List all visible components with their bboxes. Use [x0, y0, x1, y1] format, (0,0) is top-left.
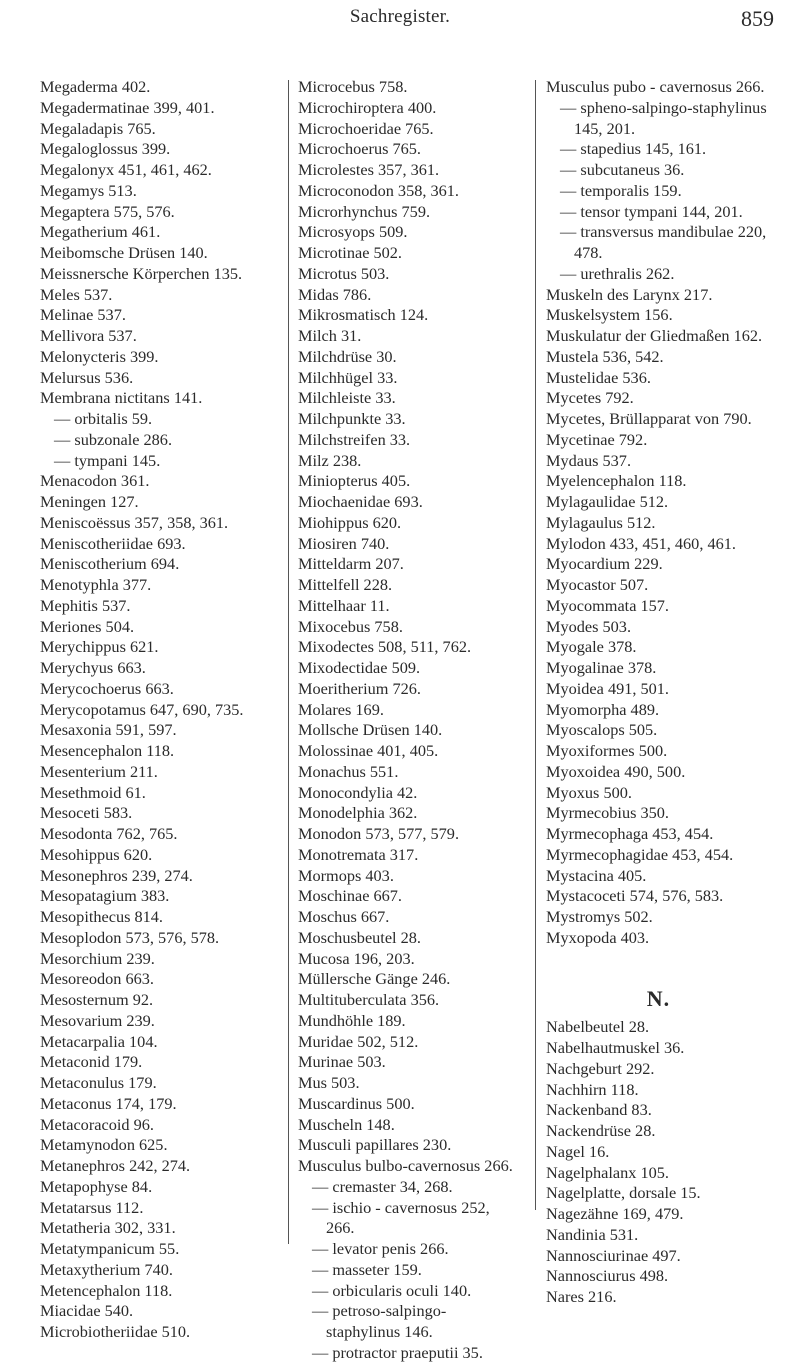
index-entry: Menacodon 361.	[40, 471, 150, 491]
index-entry: Metaconulus 179.	[40, 1073, 157, 1092]
index-entry: Microcebus 758.	[298, 77, 408, 96]
index-entry: Miochaenidae 693.	[298, 492, 423, 511]
index-entry: Mundhöhle 189.	[298, 1010, 406, 1030]
index-entry: Myocommata 157.	[546, 595, 669, 615]
index-entry: Myoxus 500.	[546, 782, 632, 802]
index-entry: Mellivora 537.	[40, 326, 137, 345]
index-entry: Milchpunkte 33.	[298, 409, 406, 428]
index-entry: Megaptera 575, 576.	[40, 201, 175, 221]
index-entry: Nackenband 83.	[546, 1100, 652, 1120]
section-letter-heading: N.	[646, 985, 671, 1011]
index-entry: Milch 31.	[298, 326, 362, 345]
index-entry: Miacidae 540.	[40, 1301, 134, 1321]
index-entry: Muridae 502, 512.	[298, 1031, 419, 1051]
index-entry: Mixodectes 508, 511, 762.	[298, 637, 472, 657]
page-header	[0, 6, 800, 36]
index-entry: Membrana nictitans 141.	[40, 388, 203, 408]
index-subentry: — stapedius 145, 161.	[560, 139, 707, 159]
index-entry: Megaderma 402.	[40, 77, 151, 96]
index-entry: Mesorchium 239.	[40, 948, 155, 968]
index-entry: Melinae 537.	[40, 305, 126, 325]
index-entry: Mystromys 502.	[546, 907, 653, 926]
index-entry: Myrmecobius 350.	[546, 803, 669, 823]
index-entry: Myodes 503.	[546, 616, 632, 636]
index-subentry: — levator penis 266.	[312, 1239, 449, 1258]
index-subentry: — tensor tympani 144, 201.	[560, 201, 743, 221]
index-entry: Mephitis 537.	[40, 595, 131, 615]
index-entry: Mittelhaar 11.	[298, 595, 390, 615]
index-entry: Mesonephros 239, 274.	[40, 865, 193, 885]
index-entry: Miosiren 740.	[298, 533, 390, 553]
index-entry: Meles 537.	[40, 284, 113, 304]
index-column-1	[40, 77, 275, 1343]
index-entry: Mesopatagium 383.	[40, 886, 170, 906]
index-entry: Milchleiste 33.	[298, 388, 396, 408]
index-entry: Meniscotherium 694.	[40, 554, 180, 574]
index-entry: Nachgeburt 292.	[546, 1058, 655, 1078]
index-entry: Miohippus 620.	[298, 512, 402, 532]
index-entry: Metacarpalia 104.	[40, 1031, 158, 1051]
index-entry: Merychippus 621.	[40, 637, 159, 657]
index-entry: Mycetinae 792.	[546, 429, 648, 449]
index-entry: Murinae 503.	[298, 1052, 386, 1072]
index-entry: Microtus 503.	[298, 263, 390, 283]
index-entry: Microlestes 357, 361.	[298, 160, 440, 179]
index-subentry: — orbitalis 59.	[54, 409, 153, 428]
index-entry: Miniopterus 405.	[298, 471, 411, 491]
index-entry: Mikrosmatisch 124.	[298, 305, 429, 325]
index-entry: Moeritherium 726.	[298, 678, 421, 698]
index-entry: Moschus 667.	[298, 907, 390, 926]
index-entry: Myxopoda 403.	[546, 927, 650, 947]
index-entry: Meissnersche Körperchen 135.	[40, 263, 243, 283]
index-entry: Nackendrüse 28.	[546, 1121, 656, 1140]
index-entry: Mormops 403.	[298, 865, 394, 885]
index-entry: Muscardinus 500.	[298, 1093, 415, 1113]
index-entry: Mylodon 433, 451, 460, 461.	[546, 533, 736, 553]
index-subentry: — tympani 145.	[54, 450, 161, 470]
index-entry: Megaladapis 765.	[40, 118, 156, 138]
index-entry: Megatherium 461.	[40, 222, 161, 242]
index-entry: Megaloglossus 399.	[40, 139, 171, 159]
index-entry: Musculus pubo - cavernosus 266.	[546, 77, 765, 96]
index-entry: Nachhirn 118.	[546, 1079, 639, 1099]
index-entry: Mystacina 405.	[546, 865, 647, 885]
index-entry: Midas 786.	[298, 284, 372, 304]
index-entry: Mixocebus 758.	[298, 616, 403, 636]
index-entry: Mydaus 537.	[546, 450, 632, 470]
index-entry: Musculus bulbo-cavernosus 266.	[298, 1156, 513, 1175]
index-entry: Mycetes 792.	[546, 388, 634, 408]
index-entry: Merychyus 663.	[40, 658, 146, 677]
index-entry: Myocardium 229.	[546, 554, 663, 574]
index-entry: Myrmecophaga 453, 454.	[546, 824, 714, 843]
index-entry: Metapophyse 84.	[40, 1176, 153, 1196]
index-entry: Megalonyx 451, 461, 462.	[40, 160, 212, 179]
index-entry: Nandinia 531.	[546, 1224, 639, 1244]
index-entry: Muskulatur der Gliedmaßen 162.	[546, 326, 763, 345]
index-entry: Musculi papillares 230.	[298, 1135, 452, 1155]
index-entry: Nannosciurus 498.	[546, 1266, 669, 1286]
index-entry: Meniscotheriidae 693.	[40, 533, 186, 553]
index-entry: Mesovarium 239.	[40, 1010, 155, 1030]
index-subentry: — spheno-salpingo-staphylinus 145, 201.	[560, 97, 767, 138]
index-entry: Mustela 536, 542.	[546, 346, 664, 366]
index-entry: Mesoplodon 573, 576, 578.	[40, 927, 220, 947]
index-entry: Metaconus 174, 179.	[40, 1093, 177, 1113]
index-entry: Metaconid 179.	[40, 1052, 143, 1072]
index-column-2	[298, 77, 516, 1364]
index-entry: Merycopotamus 647, 690, 735.	[40, 699, 244, 719]
index-entry: Moschinae 667.	[298, 886, 402, 906]
index-entry: Myoxiformes 500.	[546, 741, 668, 760]
index-entry: Nagelphalanx 105.	[546, 1162, 669, 1182]
index-entry: Microchoeridae 765.	[298, 118, 434, 138]
index-entry: Meningen 127.	[40, 492, 139, 511]
index-entry: Merycochoerus 663.	[40, 678, 174, 698]
index-subentry: — ischio - cavernosus 252, 266.	[312, 1197, 490, 1238]
index-entry: Mesoreodon 663.	[40, 969, 154, 989]
index-entry: Metaxytherium 740.	[40, 1259, 173, 1279]
index-entry: Microchoerus 765.	[298, 139, 421, 159]
index-entry: Mesoceti 583.	[40, 803, 133, 823]
index-entry: Mitteldarm 207.	[298, 554, 404, 574]
index-subentry: — subcutaneus 36.	[560, 160, 685, 179]
index-entry: Metacoracoid 96.	[40, 1114, 154, 1134]
index-entry: Milchdrüse 30.	[298, 346, 397, 366]
index-entry: Nabelbeutel 28.	[546, 1017, 650, 1037]
index-entry: Myogalinae 378.	[546, 658, 657, 677]
index-entry: Mesencephalon 118.	[40, 741, 175, 760]
index-subentry: — cremaster 34, 268.	[312, 1176, 453, 1196]
index-entry: Moschusbeutel 28.	[298, 927, 421, 947]
index-entry: Mustelidae 536.	[546, 367, 651, 387]
index-entry: Mus 503.	[298, 1073, 360, 1092]
index-entry: Monocondylia 42.	[298, 782, 418, 802]
column-divider	[288, 80, 289, 1244]
index-entry: Metamynodon 625.	[40, 1135, 168, 1155]
index-entry: Melursus 536.	[40, 367, 134, 387]
index-entry: Monodelphia 362.	[298, 803, 418, 823]
index-entry: Melonycteris 399.	[40, 346, 159, 366]
index-entry: Myrmecophagidae 453, 454.	[546, 844, 734, 864]
index-entry: Muskeln des Larynx 217.	[546, 284, 713, 304]
index-entry: Mesosternum 92.	[40, 990, 154, 1009]
index-subentry: — petroso-salpingo-staphylinus 146.	[312, 1301, 447, 1341]
index-entry: Milz 238.	[298, 450, 362, 470]
index-entry: Myocastor 507.	[546, 575, 649, 594]
page-number: 859	[741, 6, 774, 31]
index-entry: Monodon 573, 577, 579.	[298, 824, 460, 843]
index-entry: Myoxoidea 490, 500.	[546, 761, 686, 781]
index-entry: Myogale 378.	[546, 637, 637, 657]
index-entry: Milchhügel 33.	[298, 367, 398, 387]
index-entry: Milchstreifen 33.	[298, 429, 411, 449]
index-entry: Metatympanicum 55.	[40, 1239, 180, 1258]
index-entry: Microbiotheriidae 510.	[40, 1322, 191, 1341]
index-entry: Nannosciurinae 497.	[546, 1245, 681, 1265]
index-entry: Nares 216.	[546, 1287, 617, 1306]
index-entry: Myoscalops 505.	[546, 720, 658, 740]
index-entry: Monotremata 317.	[298, 844, 419, 864]
index-entry: Myoidea 491, 501.	[546, 678, 669, 698]
index-entry: Meriones 504.	[40, 616, 135, 636]
index-subentry: — protractor praeputii 35.	[312, 1342, 483, 1362]
index-entry: Microrhynchus 759.	[298, 201, 431, 221]
index-entry: Microchiroptera 400.	[298, 97, 437, 117]
index-entry: Myomorpha 489.	[546, 699, 660, 719]
index-entry: Mesodonta 762, 765.	[40, 824, 178, 843]
index-entry: Nagelplatte, dorsale 15.	[546, 1183, 701, 1203]
index-subentry: — orbicularis oculi 140.	[312, 1280, 472, 1300]
column-divider	[535, 80, 536, 1210]
index-entry: Nagel 16.	[546, 1141, 610, 1161]
index-subentry: — transversus mandibulae 220, 478.	[560, 222, 767, 262]
index-entry: Mycetes, Brüllapparat von 790.	[546, 409, 752, 428]
index-entry: Mesaxonia 591, 597.	[40, 720, 177, 740]
index-subentry: — temporalis 159.	[560, 180, 682, 200]
index-subentry: — urethralis 262.	[560, 263, 675, 283]
index-column-3	[546, 77, 771, 1308]
index-subentry: — masseter 159.	[312, 1259, 422, 1279]
index-entry: Menotyphla 377.	[40, 575, 152, 594]
index-entry: Muskelsystem 156.	[546, 305, 673, 325]
index-entry: Mesenterium 211.	[40, 761, 158, 781]
index-entry: Multituberculata 356.	[298, 990, 440, 1009]
index-entry: Mylagaulus 512.	[546, 512, 656, 532]
index-entry: Mollsche Drüsen 140.	[298, 720, 443, 740]
index-entry: Nabelhautmuskel 36.	[546, 1038, 685, 1057]
index-entry: Mixodectidae 509.	[298, 658, 421, 677]
index-entry: Molossinae 401, 405.	[298, 741, 439, 760]
index-entry: Molares 169.	[298, 699, 384, 719]
index-entry: Megamys 513.	[40, 180, 137, 200]
index-entry: Meniscoëssus 357, 358, 361.	[40, 512, 229, 532]
running-title: Sachregister.	[349, 6, 451, 27]
index-subentry: — subzonale 286.	[54, 429, 173, 449]
index-entry: Mesopithecus 814.	[40, 907, 163, 926]
index-entry: Microtinae 502.	[298, 243, 402, 262]
index-entry: Monachus 551.	[298, 761, 399, 781]
index-entry: Mucosa 196, 203.	[298, 948, 415, 968]
index-entry: Myelencephalon 118.	[546, 471, 687, 491]
index-entry: Megadermatinae 399, 401.	[40, 97, 215, 117]
index-entry: Mylagaulidae 512.	[546, 492, 669, 511]
index-entry: Microsyops 509.	[298, 222, 408, 242]
index-entry: Mittelfell 228.	[298, 575, 393, 594]
index-entry: Metencephalon 118.	[40, 1280, 173, 1300]
index-entry: Mesohippus 620.	[40, 844, 153, 864]
index-entry: Metanephros 242, 274.	[40, 1156, 191, 1175]
index-entry: Muscheln 148.	[298, 1114, 395, 1134]
index-entry: Mystacoceti 574, 576, 583.	[546, 886, 724, 906]
index-entry: Nagezähne 169, 479.	[546, 1204, 684, 1223]
index-entry: Metatheria 302, 331.	[40, 1218, 176, 1238]
index-entry: Müllersche Gänge 246.	[298, 969, 451, 989]
index-entry: Mesethmoid 61.	[40, 782, 146, 802]
index-entry: Meibomsche Drüsen 140.	[40, 243, 208, 262]
index-entry: Metatarsus 112.	[40, 1197, 144, 1217]
index-entry: Microconodon 358, 361.	[298, 180, 459, 200]
